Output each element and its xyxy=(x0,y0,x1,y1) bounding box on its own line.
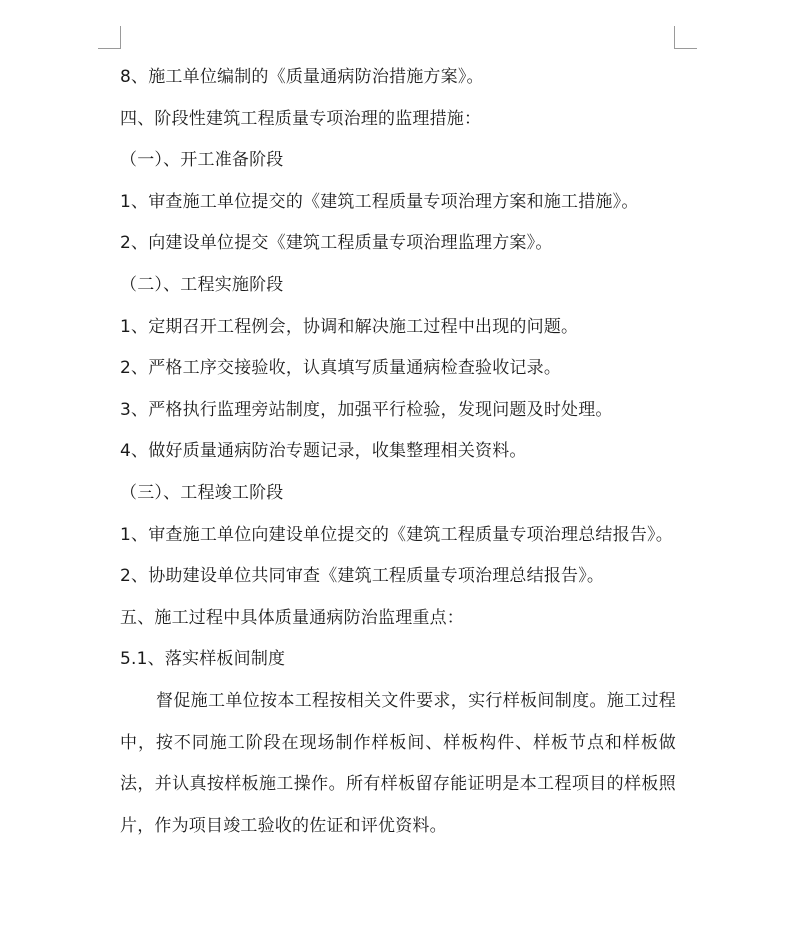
subsection-heading-1: （一）、开工准备阶段 xyxy=(120,150,284,171)
list-item: 2、向建设单位提交《建筑工程质量专项治理监理方案》。 xyxy=(120,233,553,254)
section-heading-5: 五、施工过程中具体质量通病防治监理重点： xyxy=(120,607,464,628)
list-item: 3、严格执行监理旁站制度，加强平行检验，发现问题及时处理。 xyxy=(120,399,613,420)
subsection-heading-2: （二）、工程实施阶段 xyxy=(120,274,284,295)
list-item: 2、协助建设单位共同审查《建筑工程质量专项治理总结报告》。 xyxy=(120,566,605,587)
list-item: 4、做好质量通病防治专题记录，收集整理相关资料。 xyxy=(120,441,527,462)
list-item: 1、审查施工单位提交的《建筑工程质量专项治理方案和施工措施》。 xyxy=(120,191,639,212)
list-item-8: 8、施工单位编制的《质量通病防治措施方案》。 xyxy=(120,67,484,87)
top-left-crop-mark xyxy=(98,26,121,49)
document-body xyxy=(120,57,676,847)
section-heading-4: 四、阶段性建筑工程质量专项治理的监理措施： xyxy=(120,108,482,129)
list-item: 2、严格工序交接验收，认真填写质量通病检查验收记录。 xyxy=(120,358,562,379)
top-right-crop-mark xyxy=(674,26,697,49)
subsection-heading-5-1: 5.1、落实样板间制度 xyxy=(120,649,286,670)
list-item: 1、审查施工单位向建设单位提交的《建筑工程质量专项治理总结报告》。 xyxy=(120,524,673,545)
body-paragraph: 督促施工单位按本工程按相关文件要求，实行样板间制度。施工过程中，按不同施工阶段在现场制作样板间、样板构件、样板节点和样板做法，并认真按样板施工操作。所有样板留存能证明是本工程项目的样板照片，作为项目竣工验收的佐证和评优资料。 xyxy=(120,690,676,836)
list-item: 1、定期召开工程例会，协调和解决施工过程中出现的问题。 xyxy=(120,316,579,337)
subsection-heading-3: （三）、工程竣工阶段 xyxy=(120,482,284,503)
